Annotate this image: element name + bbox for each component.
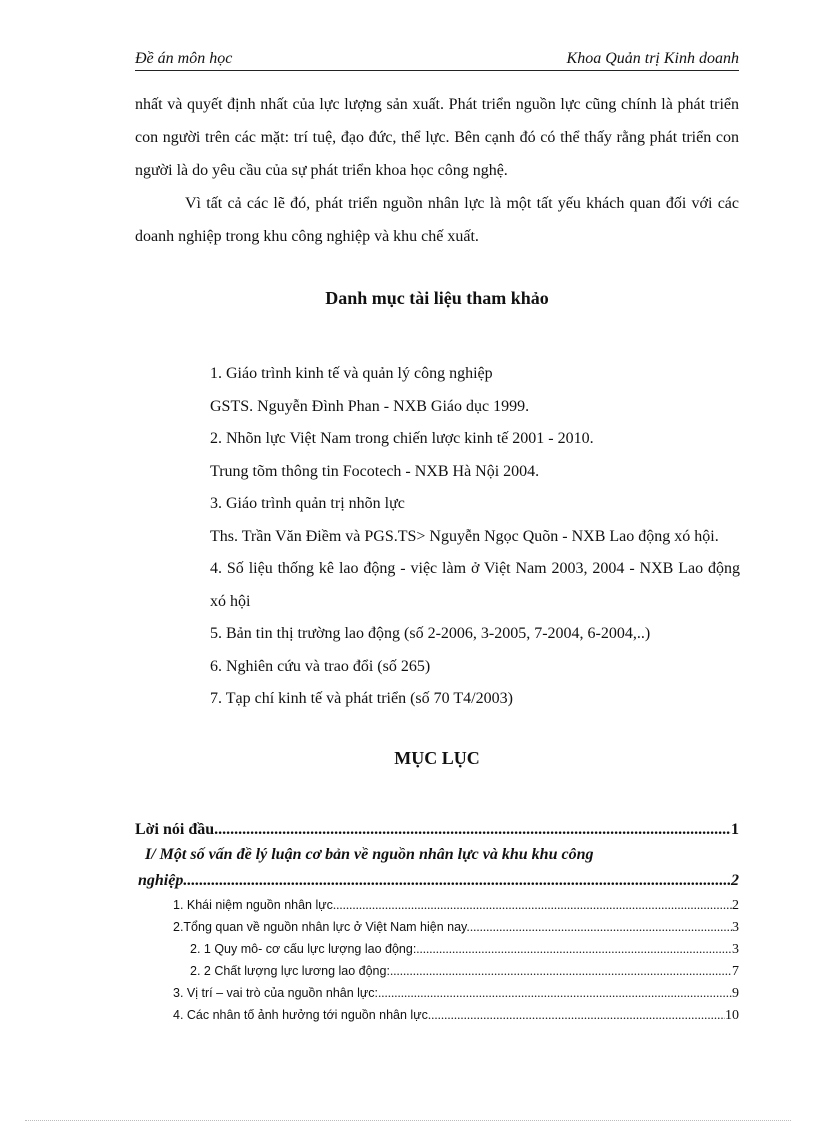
toc-entry-page: 2 — [732, 898, 739, 913]
toc-entry-title: 4. Các nhân tố ảnh hưởng tới nguồn nhân lực — [173, 1008, 428, 1022]
toc-entry-title: Lời nói đầu — [135, 821, 215, 838]
toc-leader — [187, 868, 731, 894]
reference-line: GSTS. Nguyễn Đình Phan - NXB Giáo dục 1999. — [210, 397, 530, 415]
toc-entry-title: 2. 2 Chất lượng lực lương lao động: — [190, 964, 390, 978]
toc-entry-page: 7 — [732, 964, 739, 979]
reference-line: 4. Số liệu thống kê lao động - việc làm ở Việt Nam 2003, 2004 - NXB Lao động xó hội — [210, 560, 740, 610]
body-text — [135, 88, 739, 253]
toc-entry — [135, 1004, 739, 1026]
reference-line: 6. Nghiên cứu và trao đổi (số 265) — [210, 657, 431, 675]
toc-leader — [333, 894, 732, 916]
toc-entry-title: I/ Một số vấn đề lý luận cơ bản về nguồn nhân lực và khu khu công — [145, 846, 594, 863]
toc-entry-page: 3 — [732, 942, 739, 957]
toc-entry — [135, 916, 739, 938]
toc-leader — [428, 1004, 725, 1026]
toc-entry — [135, 960, 739, 982]
toc-entry — [135, 868, 739, 894]
body-paragraph: Vì tất cả các lẽ đó, phát triển nguồn nhân lực là một tất yếu khách quan đối với các doanh nghiệp trong khu công nghiệp và khu chế xuất. — [135, 195, 739, 245]
toc-leader — [390, 960, 732, 982]
page-bottom-rule — [25, 1120, 791, 1121]
toc-entry — [135, 842, 739, 868]
reference-line: 5. Bản tin thị trường lao động (số 2-2006, 3-2005, 7-2004, 6-2004,..) — [210, 625, 651, 642]
header-faculty: Khoa Quản trị Kinh doanh — [566, 50, 739, 67]
reference-line: 1. Giáo trình kinh tế và quản lý công nghiệp — [210, 365, 493, 382]
table-of-contents — [135, 818, 739, 1026]
toc-entry-title: 1. Khái niệm nguồn nhân lực — [173, 898, 333, 912]
toc-entry — [135, 982, 739, 1004]
page-header — [135, 48, 739, 71]
toc-leader — [470, 916, 732, 938]
reference-line: 7. Tạp chí kinh tế và phát triển (số 70 T4/2003) — [210, 690, 513, 707]
toc-leader — [416, 938, 732, 960]
toc-entry-page: 3 — [732, 920, 739, 935]
toc-entry-title: 2.Tổng quan về nguồn nhân lực ở Việt Nam hiện nay. — [173, 920, 470, 934]
toc-entry — [135, 938, 739, 960]
reference-line: 3. Giáo trình quản trị nhõn lực — [210, 495, 405, 512]
toc-entry-page: 1 — [731, 821, 739, 838]
reference-line: 2. Nhõn lực Việt Nam trong chiến lược kinh tế 2001 - 2010. — [210, 430, 594, 447]
toc-leader — [214, 818, 731, 842]
toc-leader — [378, 982, 732, 1004]
toc-entry-title: nghiệp. — [138, 872, 188, 889]
reference-line: Trung tõm thông tin Focotech - NXB Hà Nội 2004. — [210, 462, 540, 480]
references-list — [210, 358, 740, 716]
reference-line: Ths. Trần Văn Điềm và PGS.TS> Nguyễn Ngọc Quõn - NXB Lao động xó hội. — [210, 527, 719, 545]
toc-entry-title: 2. 1 Quy mô- cơ cấu lực lượng lao động: — [190, 942, 417, 956]
toc-entry-title: 3. Vị trí – vai trò của nguồn nhân lực: — [173, 986, 379, 1000]
body-paragraph: nhất và quyết định nhất của lực lượng sản xuất. Phát triển nguồn lực cũng chính là phát triển con người trên các mặt: trí tuệ, đạo đức, thể lực. Bên cạnh đó có thể thấy rằng phát triển con người là do yêu cầu của sự phát triển khoa học công nghệ. — [135, 96, 739, 179]
toc-entry-page: 9 — [732, 986, 739, 1001]
toc-entry — [135, 818, 739, 842]
header-course-title: Đề án môn học — [135, 50, 233, 67]
toc-entry — [135, 894, 739, 916]
references-heading: Danh mục tài liệu tham khảo — [325, 288, 549, 308]
toc-entry-page: 10 — [725, 1008, 739, 1023]
toc-entry-page: 2 — [731, 872, 739, 889]
toc-heading: MỤC LỤC — [394, 748, 480, 768]
